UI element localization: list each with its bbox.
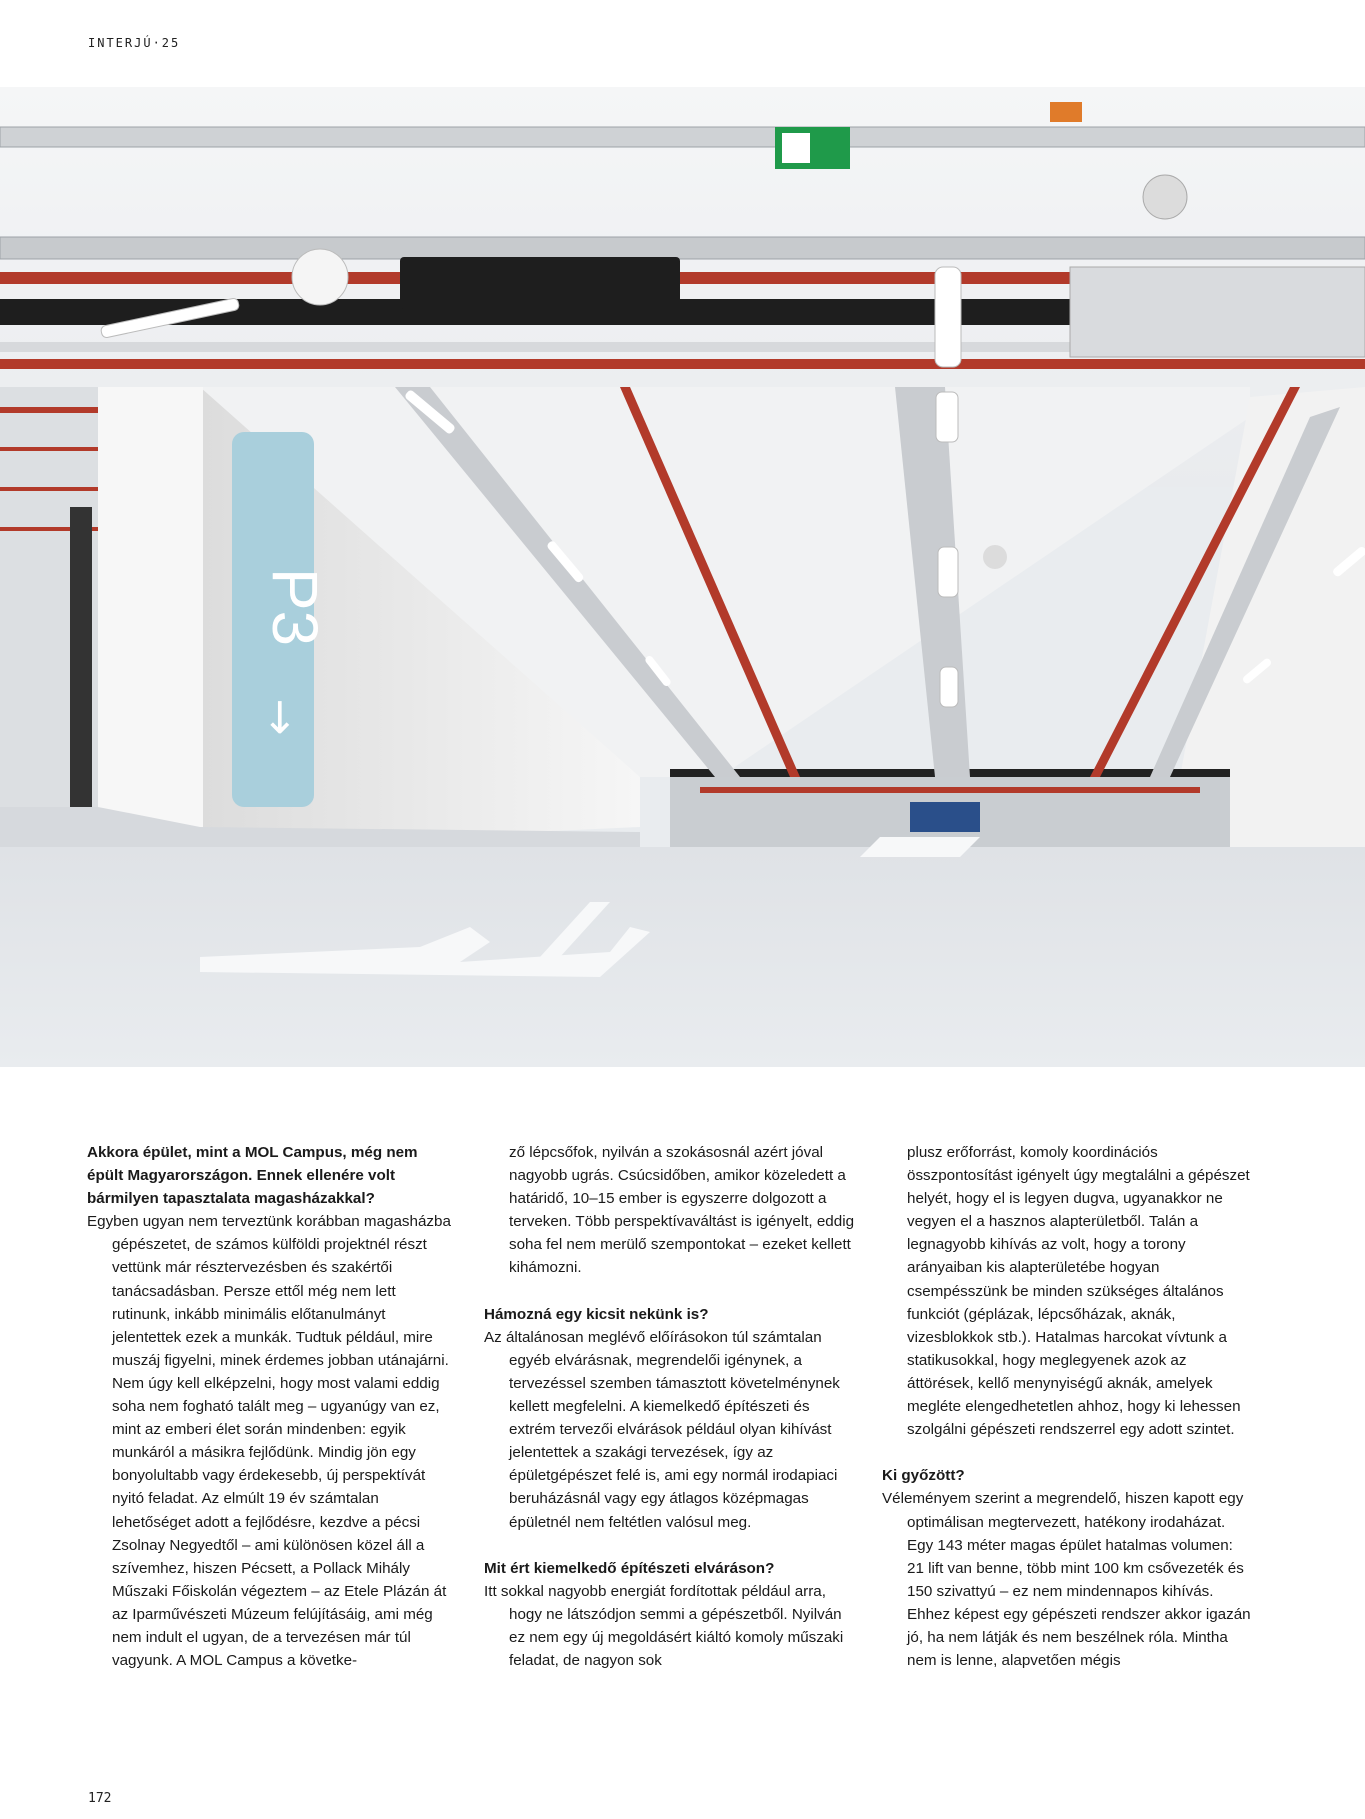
article-column-3 [882, 1141, 1252, 1672]
interview-question: Akkora épület, mint a MOL Campus, még nem épült Magyarországon. Ennek ellenére volt bármilyen tapasztalata magasházakkal? [87, 1144, 418, 1208]
interview-answer: Az általánosan meglévő előírásokon túl számtalan egyéb elvárásnak, megrendelői igénynek, a tervezéssel szemben támasztott követelménynek kellett megfelelni. A kiemelkedő építészeti és extrém tervezői elvárások például olyan kihívást jelentettek a szakági tervezések, így az épületgépészet felé is, ami egy normál irodapiaci beruházásnál vagy egy átlagos középmagas épületnél nem feltétlen valósul meg. [484, 1328, 840, 1531]
article-column-2 [484, 1141, 854, 1672]
level-sign-arrow: → [255, 698, 306, 736]
parking-garage-photo [0, 87, 1365, 1067]
interview-question: Hámozná egy kicsit nekünk is? [484, 1305, 709, 1323]
interview-answer: Véleményem szerint a megrendelő, hiszen kapott egy optimálisan megtervezett, hatékony irodaházat. Egy 143 méter magas épület hatalmas volumen: 21 lift van benne, több mint 100 km csővezeték és 150 szivattyú – ez nem mindennapos kihívás. Ehhez képest egy gépészeti rendszer akkor igazán jó, ha nem látják és nem beszélnek róla. Mintha nem is lenne, alapvetően mégis [882, 1490, 1251, 1670]
interview-question: Mit ért kiemelkedő építészeti elváráson? [484, 1559, 775, 1577]
interview-answer-continued: plusz erőforrást, komoly koordinációs összpontosítást igényelt úgy megtalálni a gépészet helyét, hogy el is legyen dugva, ugyanakkor ne vegyen el a hasznos alapterületből. Talán a legnagyobb kihívás az volt, hogy a torony arányaiban kis alapterületébe hogyan csempésszünk be minden szükséges általános funkciót (géplázak, lépcsőházak, aknák, vizesblokkok stb.). Hatalmas harcokat vívtunk a statikusokkal, hogy meglegyenek azok az áttörések, kellő menynyiségű aknák, amelyek megléte elengedhetetlen ahhoz, hogy ki lehessen szolgálni gépészeti rendszerrel egy adott szintet. [907, 1144, 1250, 1439]
interview-answer-continued: ző lépcsőfok, nyilván a szokásosnál azért jóval nagyobb ugrás. Csúcsidőben, amikor közeledett a határidő, 10–15 ember is egyszerre dolgozott a terveken. Több perspektívaváltást is igényelt, eddig soha fel nem merülő szempontokat – ezeket kellett kihámozni. [509, 1144, 855, 1277]
interview-answer: Egyben ugyan nem terveztünk korábban magasházba gépészetet, de számos külföldi projektnél részt vettünk már résztervezésben és szakértői tanácsadásban. Persze ettől még nem lett rutinunk, inkább minimális előtanulmányt jelentettek ezek a munkák. Tudtuk például, mire muszáj figyelni, minek érdemes jobban utánajárni. Nem úgy kell elképzelni, hogy most valami eddig soha nem fogható talált meg – ugyanúgy van ez, mint az emberi élet során mindenben: egyik munkáról a másikra fejlődünk. Mindig jön egy bonyolultabb vagy érdekesebb, új perspektívát nyitó feladat. Az elmúlt 19 év számtalan lehetőséget adott a fejlődésre, kezdve a pécsi Zsolnay Negyedtől – ami különösen közel áll a szívemhez, hiszen Pécsett, a Pollack Mihály Műszaki Főiskolán végeztem – az Etele Plázán át az Iparművészeti Múzeum felújításáig, ami még nem indult el ugyan, de a tervezésen már túl vagyunk. A MOL Campus a követke- [87, 1213, 451, 1670]
page-number: 172 [88, 1791, 112, 1806]
interview-question: Ki győzött? [882, 1467, 965, 1485]
article-column-1 [87, 1141, 457, 1672]
interview-answer: Itt sokkal nagyobb energiát fordítottak például arra, hogy ne látszódjon semmi a gépészetből. Nyilván ez nem egy új megoldásért kiáltó komoly műszaki feladat, de nagyon sok [484, 1582, 844, 1670]
section-header: INTERJÚ·25 [88, 36, 181, 50]
level-sign-text: P3 [259, 567, 331, 647]
